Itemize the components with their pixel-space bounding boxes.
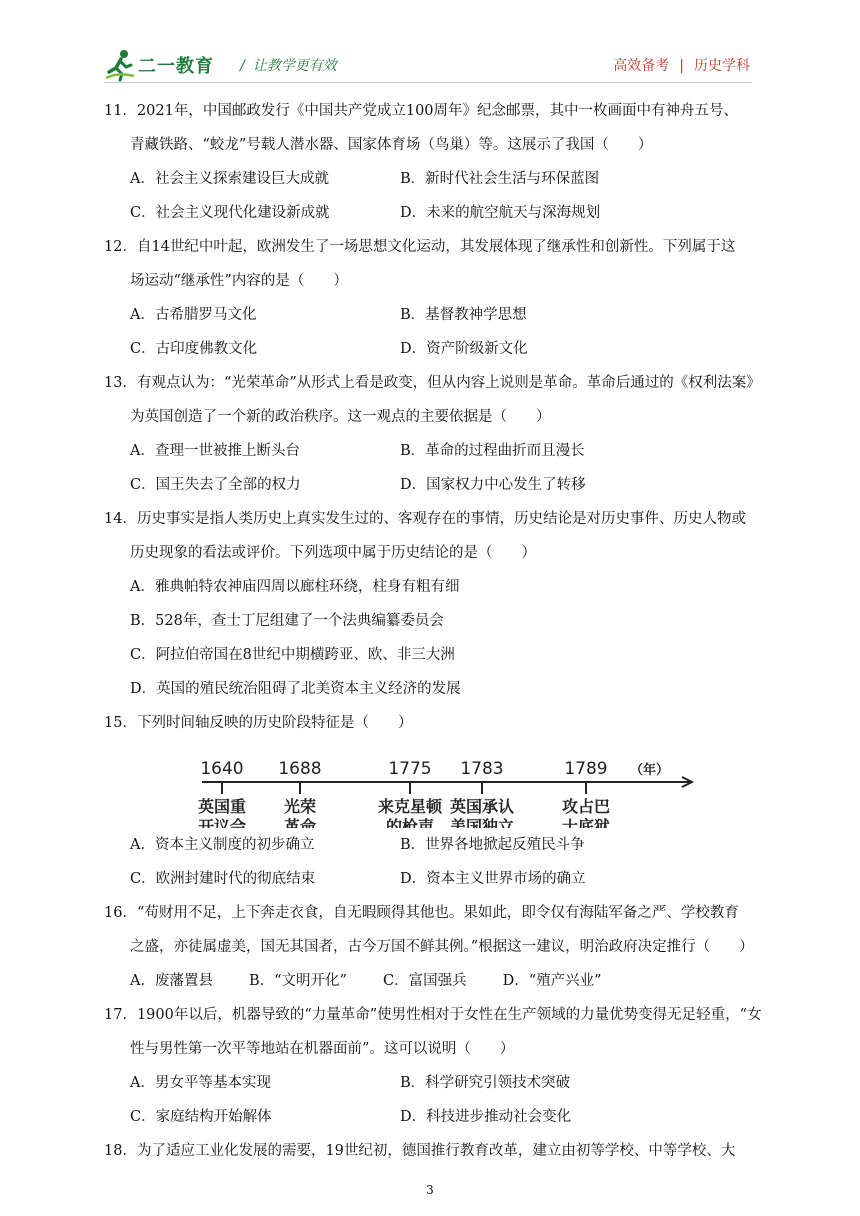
question-stem: 12．自14世纪中叶起，欧洲发生了一场思想文化运动，其发展体现了继承性和创新性。下列属于这 [104,239,736,255]
page-number: 3 [426,1183,434,1197]
timeline-figure [104,740,764,828]
question-stem: 18．为了适应工业化发展的需要，19世纪初，德国推行教育改革，建立由初等学校、中等学校、大 [104,1143,736,1159]
subject-separator: | [679,58,684,74]
option-d: D．英国的殖民统治阻碍了北美资本主义经济的发展 [130,681,461,697]
timeline-svg [104,740,764,828]
option-c: C．国王失去了全部的权力 [130,477,301,493]
timeline-event-label: 光荣 [283,797,317,816]
question-stem: 13．有观点认为：“光荣革命”从形式上看是政变，但从内容上说则是革命。革命后通过的《权利法案》 [104,375,761,391]
option-b: B．世界各地掀起反殖民斗争 [400,837,585,853]
option-a: A．男女平等基本实现 [130,1075,271,1091]
question-17 [104,998,764,1134]
option-b: B．科学研究引领技术突破 [400,1075,571,1091]
option-d: D．资本主义世界市场的确立 [400,871,586,887]
question-list [104,94,764,1168]
question-stem: 16．“苟财用不足，上下奔走衣食，自无暇顾得其他也。果如此，即令仅有海陆军备之严、学校教育 [104,905,739,921]
option-a: A．古希腊罗马文化 [130,307,257,323]
logo-text: 二一教育 [138,56,214,77]
question-stem: 14．历史事实是指人类历史上真实发生过的、客观存在的事情，历史结论是对历史事件、历史人物或 [104,511,746,527]
option-b: B．新时代社会生活与环保蓝图 [400,171,600,187]
option-d: D．未来的航空航天与深海规划 [400,205,601,221]
question-16 [104,896,764,998]
page-header [0,0,860,92]
option-c: C．社会主义现代化建设新成就 [130,205,330,221]
timeline-event-label: 攻占巴 [561,797,611,816]
option-a: A．雅典帕特农神庙四周以廊柱环绕，柱身有粗有细 [130,579,460,595]
question-18 [104,1134,764,1168]
question-stem-cont: 历史现象的看法或评价。下列选项中属于历史结论的是（ ） [130,545,536,561]
subject-label [613,55,750,75]
question-stem-cont: 场运动“继承性”内容的是（ ） [130,273,348,289]
slogan-text: 让教学更有效 [252,58,337,74]
option-a: A．社会主义探索建设巨大成就 [130,171,329,187]
question-11 [104,94,764,230]
option-b: B．528年，查士丁尼组建了一个法典编纂委员会 [130,613,444,629]
option-a: A．查理一世被推上断头台 [130,443,300,459]
option-c: C．古印度佛教文化 [130,341,258,357]
option-a: A．废藩置县 [130,973,213,989]
option-d: D．国家权力中心发生了转移 [400,477,586,493]
logo [104,48,224,82]
header-divider [104,82,752,83]
timeline-event-label: 的枪声 [385,817,435,828]
option-c: C．富国强兵 [382,973,467,989]
subject-label-left: 高效备考 [613,58,670,74]
timeline-event-label: 士底狱 [561,817,611,828]
timeline-event-label: 来克星顿 [377,797,443,816]
question-14 [104,502,764,706]
slogan: / 让教学更有效 [240,58,337,74]
timeline-year: 1688 [278,759,322,779]
question-stem: 17．1900年以后，机器导致的“力量革命”使男性相对于女性在生产领域的力量优势变得无足轻重，“女 [104,1007,762,1023]
option-c: C．家庭结构开始解体 [130,1109,272,1125]
option-d: D．科技进步推动社会变化 [400,1109,572,1125]
runner-icon [104,48,138,82]
option-b: B．基督教神学思想 [400,307,527,323]
timeline-event-label: 开议会 [197,817,247,828]
question-stem-cont: 青藏铁路、“蛟龙”号载人潜水器、国家体育场（鸟巢）等。这展示了我国（ ） [130,137,653,153]
option-c: C．欧洲封建时代的彻底结束 [130,871,316,887]
option-b: B．革命的过程曲折而且漫长 [400,443,585,459]
question-15 [104,706,764,896]
timeline-event-label: 革命 [283,817,317,828]
timeline-event-label: 英国承认 [449,797,515,816]
timeline-year: 1640 [200,759,244,779]
option-d: D．资产阶级新文化 [400,341,528,357]
timeline-year: 1783 [460,759,504,779]
question-stem: 11．2021年，中国邮政发行《中国共产党成立100周年》纪念邮票，其中一枚画面中有神舟五号、 [104,103,739,119]
timeline-unit: （年） [630,763,670,778]
question-stem: 15．下列时间轴反映的历史阶段特征是（ ） [104,715,413,731]
option-b: B．“文明开化” [248,973,347,989]
question-12 [104,230,764,366]
question-13 [104,366,764,502]
timeline-year: 1775 [388,759,432,779]
timeline-event-label: 英国重 [197,797,247,816]
question-stem-cont: 为英国创造了一个新的政治秩序。这一观点的主要依据是（ ） [130,409,551,425]
option-c: C．阿拉伯帝国在8世纪中期横跨亚、欧、非三大洲 [130,647,455,663]
subject-label-right: 历史学科 [694,58,750,74]
question-stem-cont: 之盛，亦徒属虚美，国无其国者，古今万国不鲜其例。”根据这一建议，明治政府决定推行（ ） [130,939,754,955]
question-stem-cont: 性与男性第一次平等地站在机器面前”。这可以说明（ ） [130,1041,515,1057]
option-a: A．资本主义制度的初步确立 [130,837,315,853]
timeline-year: 1789 [564,759,608,779]
option-d: D．“殖产兴业” [502,973,602,989]
timeline-event-label: 美国独立 [449,817,515,828]
